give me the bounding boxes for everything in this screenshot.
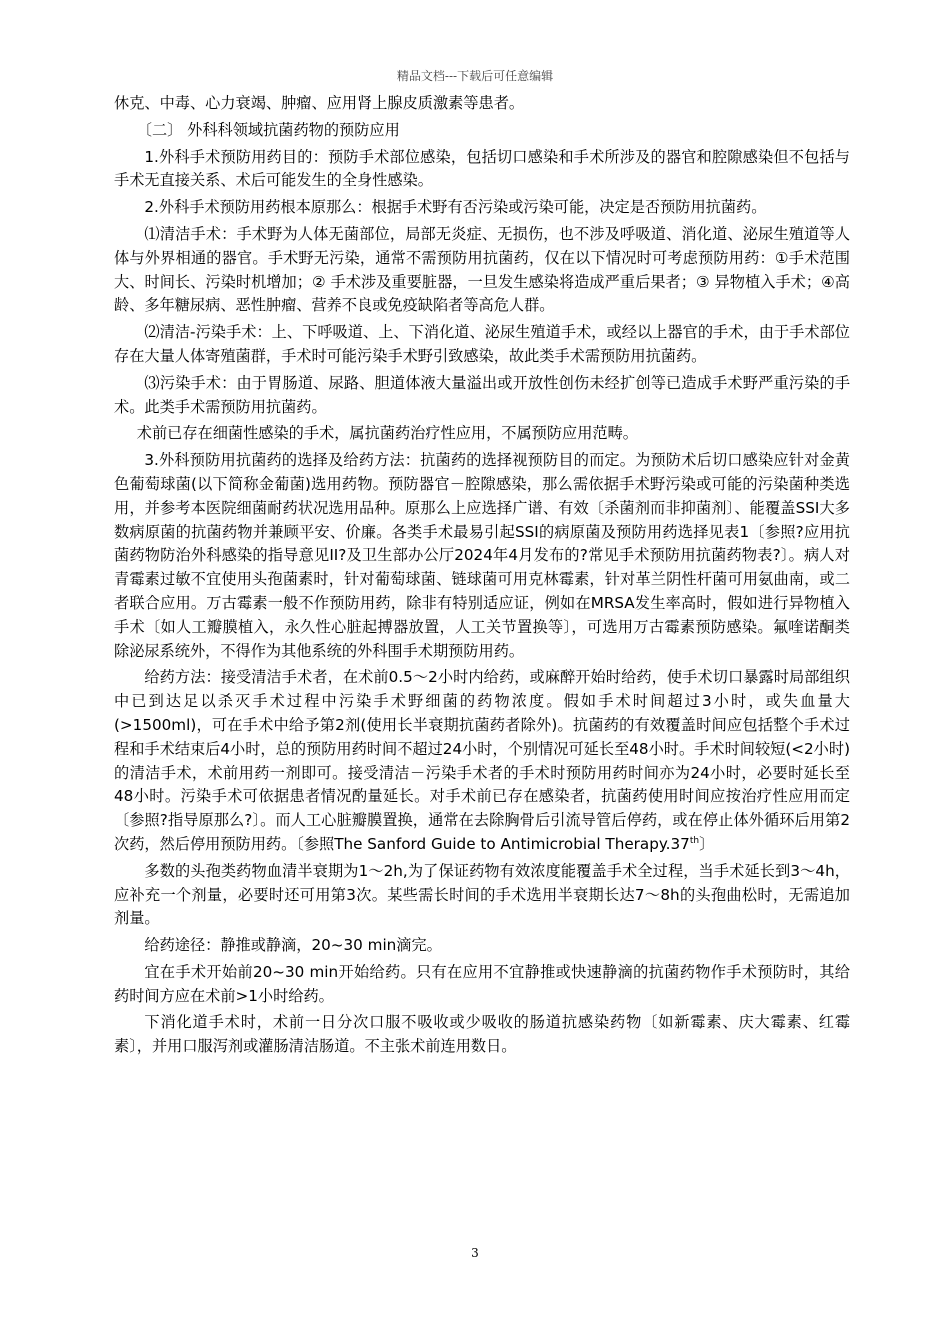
- paragraph-contaminated-surgery: ⑶污染手术：由于胃肠道、尿路、胆道体液大量溢出或开放性创伤未经扩创等已造成手术野严重污染的手术。此类手术需预防用抗菌药。: [114, 373, 850, 416]
- closing-bracket: 〕: [699, 834, 715, 853]
- edition-superscript: th: [689, 835, 700, 846]
- paragraph-clean-contaminated-surgery: ⑵清洁-污染手术：上、下呼吸道、上、下消化道、泌尿生殖道手术，或经以上器官的手术，由于手术部位存在大量人体寄殖菌群，手术时可能污染手术野引致感染，故此类手术需预防用抗菌药。: [114, 323, 850, 365]
- paragraph-administration-method: [114, 666, 850, 856]
- page-header: 精品文档---下载后可任意编辑: [396, 69, 554, 83]
- paragraph-preexisting-infection: 术前已存在细菌性感染的手术，属抗菌药治疗性应用，不属预防应用范畴。: [136, 424, 638, 443]
- paragraph-half-life: 多数的头孢类药物血清半衰期为1～2h,为了保证药物有效浓度能覆盖手术全过程，当手术延长到3～4h，应补充一个剂量，必要时还可用第3次。某些需长时间的手术选用半衰期长达7～8h的头孢曲松时，无需追加剂量。: [114, 861, 850, 928]
- paragraph-lower-gi: 下消化道手术时，术前一日分次口服不吸收或少吸收的肠道抗感染药物〔如新霉素、庆大霉素、红霉素〕，并用口服泻剂或灌肠清洁肠道。不主张术前连用数日。: [114, 1013, 850, 1056]
- paragraph-timing: 宜在手术开始前20~30 min开始给药。只有在应用不宜静推或快速静滴的抗菌药物作手术预防时，其给药时间方应在术前>1小时给药。: [114, 962, 850, 1005]
- paragraph-intro: 休克、中毒、心力衰竭、肿瘤、应用肾上腺皮质激素等患者。: [114, 94, 525, 112]
- paragraph-principle: 2.外科手术预防用药根本原那么：根据手术野有否污染或污染可能，决定是否预防用抗菌药。: [144, 198, 767, 217]
- paragraph-drug-selection: 3.外科预防用抗菌药的选择及给药方法：抗菌药的选择视预防目的而定。为预防术后切口感染应针对金黄色葡萄球菌(以下简称金葡菌)选用药物。预防器官－腔隙感染，那么需依据手术野污染或可能的污染菌种类选用，并参考本医院细菌耐药状况选用品种。原那么上应选择广谱、有效〔杀菌剂而非抑菌剂〕、能覆盖SSI大多数病原菌的抗菌药物并兼顾平安、价廉。各类手术最易引起SSI的病原菌及预防用药选择见表1〔参照?应用抗菌药物防治外科感染的指导意见II?及卫生部办公厅2024年4月发布的?常见手术预防用抗菌药物表?〕。病人对青霉素过敏不宜使用头孢菌素时，针对葡萄球菌、链球菌可用克林霉素，针对革兰阴性杆菌可用氨曲南，或二者联合应用。万古霉素一般不作预防用药，除非有特别适应证，例如在MRSA发生率高时，假如进行异物植入手术〔如人工瓣膜植入，永久性心脏起搏器放置，人工关节置换等〕，可选用万古霉素预防感染。氟喹诺酮类除泌尿系统外，不得作为其他系统的外科围手术期预防用药。: [114, 451, 850, 660]
- paragraph-purpose: 1.外科手术预防用药目的：预防手术部位感染，包括切口感染和手术所涉及的器官和腔隙感染但不包括与手术无直接关系、术后可能发生的全身性感染。: [114, 147, 850, 190]
- page-number: 3: [471, 1246, 479, 1260]
- paragraph-clean-surgery: ⑴清洁手术：手术野为人体无菌部位，局部无炎症、无损伤，也不涉及呼吸道、消化道、泌尿生殖道等人体与外界相通的器官。手术野无污染，通常不需预防用抗菌药，仅在以下情况时可考虑预防用药：①手术范围大、时间长、污染时机增加；② 手术涉及重要脏器，一旦发生感染将造成严重后果者；③ 异物植入手术；④高龄、多年糖尿病、恶性肿瘤、营养不良或免疫缺陷者等高危人群。: [114, 224, 850, 315]
- document-body: [114, 92, 850, 1062]
- section-heading: 〔二〕 外科科领域抗菌药物的预防应用: [136, 120, 400, 139]
- paragraph-route: 给药途径：静推或静滴，20~30 min滴完。: [144, 936, 442, 955]
- administration-method-text: 给药方法：接受清洁手术者，在术前0.5～2小时内给药，或麻醉开始时给药，使手术切口暴露时局部组织中已到达足以杀灭手术过程中污染手术野细菌的药物浓度。假如手术时间超过3小时，或失血量大(>1500ml)，可在手术中给予第2剂(使用长半衰期抗菌药者除外)。抗菌药的有效覆盖时间应包括整个手术过程和手术结束后4小时，总的预防用药时间不超过24小时，个别情况可延长至48小时。手术时间较短(<2小时)的清洁手术，术前用药一剂即可。接受清洁－污染手术者的手术时预防用药时间亦为24小时，必要时延长至48小时。污染手术可依据患者情况酌量延长。对手术前已存在感染者，抗菌药使用时间应按治疗性应用而定〔参照?指导原那么?〕。而人工心脏瓣膜置换，通常在去除胸骨后引流导管后停药，或在停止体外循环后用第2次药，然后停用预防用药。〔参照The Sanford Guide to Antimicrobial Therapy.37: [114, 668, 850, 853]
